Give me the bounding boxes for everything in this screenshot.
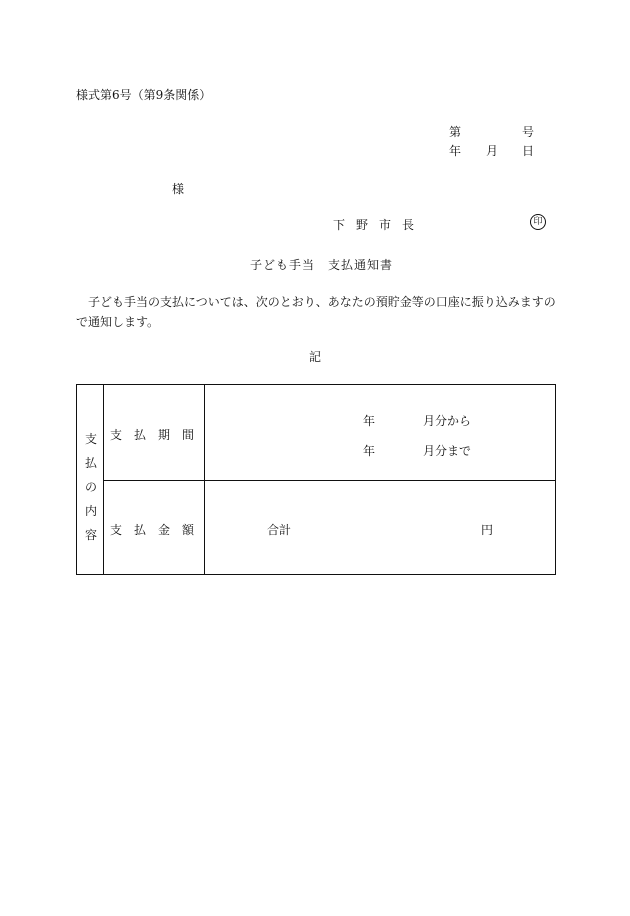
payment-period-label: 支払期間 bbox=[110, 428, 207, 442]
issuer-name: 下野市長 bbox=[333, 218, 426, 232]
period-from-year: 年 bbox=[363, 414, 376, 428]
date-day-label: 日 bbox=[522, 144, 535, 158]
total-label: 合計 bbox=[267, 523, 292, 537]
table-divider-horizontal bbox=[104, 480, 555, 481]
addressee-honorific: 様 bbox=[172, 182, 185, 196]
payment-amount-label: 支払金額 bbox=[110, 523, 207, 537]
yen-label: 円 bbox=[481, 523, 494, 537]
document-number-suffix: 号 bbox=[522, 125, 535, 139]
period-to-month: 月分まで bbox=[423, 444, 472, 458]
date-month-label: 月 bbox=[486, 144, 499, 158]
period-to-year: 年 bbox=[363, 444, 376, 458]
notification-body: 子ども手当の支払については、次のとおり、あなたの預貯金等の口座に振り込みますので通知します。 bbox=[76, 295, 556, 329]
date-year-label: 年 bbox=[449, 144, 462, 158]
period-from-month: 月分から bbox=[423, 414, 472, 428]
payment-details-table bbox=[76, 384, 556, 575]
document-number-prefix: 第 bbox=[449, 125, 462, 139]
document-title: 子ども手当 支払通知書 bbox=[250, 258, 394, 272]
form-number: 様式第6号（第9条関係） bbox=[76, 88, 212, 102]
seal-icon: 印 bbox=[530, 214, 546, 230]
payment-content-label: 支払の内容 bbox=[84, 432, 97, 542]
note-label: 記 bbox=[309, 350, 322, 364]
